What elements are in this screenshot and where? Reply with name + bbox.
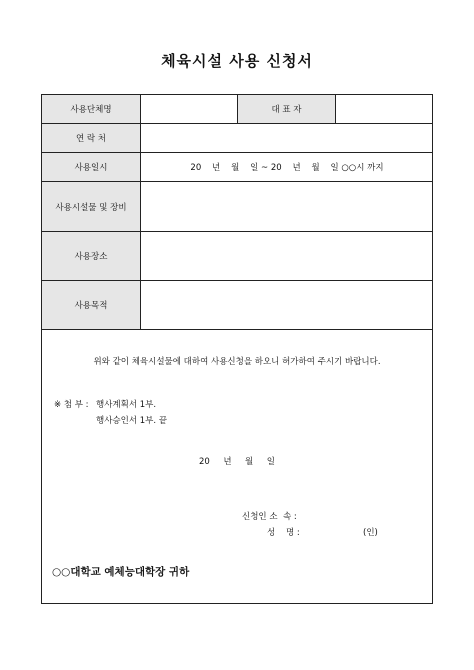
org-input[interactable] [140,95,237,123]
row-contact [42,124,432,153]
contact-input[interactable] [140,124,433,152]
request-text: 위와 같이 체육시설물에 대하여 사용신청을 하오니 허가하여 주시기 바랍니다. [93,357,381,367]
representative-input[interactable] [335,95,433,123]
purpose-label: 사용목적 [42,281,140,329]
date-value[interactable]: 20 년 월 일 ~ 20 년 월 일 ○○시 까지 [140,153,433,181]
row-date [42,153,432,182]
contact-label: 연 락 처 [42,124,140,152]
addressee: ○○대학교 예체능대학장 귀하 [52,566,190,578]
document-title: 체육시설 사용 신청서 [161,52,313,70]
equipment-input[interactable] [140,182,433,231]
row-equipment [42,182,432,232]
purpose-input[interactable] [140,281,433,329]
place-label: 사용장소 [42,232,140,280]
seal-mark: (인) [363,528,378,538]
row-purpose [42,281,432,330]
date-label: 사용일시 [42,153,140,181]
place-input[interactable] [140,232,433,280]
attachment-item-1: 행사계획서 1부. [96,400,157,410]
row-place [42,232,432,281]
application-form [41,94,433,604]
applicant-name-label: 성 명 : [267,528,300,538]
applicant-org-label: 신청인 소 속 : [242,512,297,522]
row-organization [42,95,432,124]
attachment-item-2: 행사승인서 1부. 끝 [96,416,167,426]
org-label: 사용단체명 [42,95,140,123]
equipment-label: 사용시설물 및 장비 [42,182,140,231]
attachment-prefix: ※ 첨 부 : [54,400,89,410]
form-body [42,330,432,605]
application-date: 20 년 월 일 [199,457,275,467]
representative-label: 대 표 자 [237,95,335,123]
